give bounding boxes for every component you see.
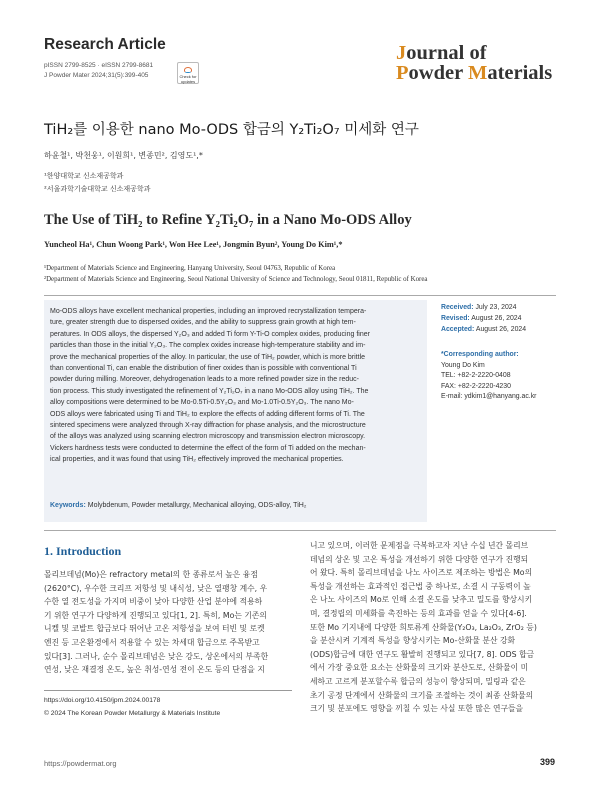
intro-right-line: 에서 가장 중요한 요소는 산화물의 크기와 분산도로, 산화물이 미 [310, 663, 529, 673]
abstract-line: sintered specimens were analyzed through X-ray diffraction for phase analysis, and the microstructure [50, 422, 366, 430]
footnote-divider [44, 690, 292, 691]
intro-right-line: 은 나노 사이즈의 Mo로 인해 소결 온도를 낮추고 밀도를 향상시키 [310, 595, 533, 605]
divider [44, 530, 556, 531]
intro-right-line: 며, 결정립의 미세화를 촉진하는 등의 효과를 얻을 수 있다[4-6]. [310, 608, 527, 618]
english-authors: Yuncheol Ha¹, Chun Woong Park¹, Won Hee Lee¹, Jongmin Byun², Young Do Kim¹,* [44, 240, 343, 249]
article-type-label: Research Article [44, 36, 166, 53]
abstract-line: ODS alloys were fabricated using Ti and TiH₂ to explore the effects of adding different forms of Ti. The [50, 410, 365, 418]
divider [44, 295, 556, 296]
intro-left-line: 있다[3]. 그러나, 순수 몰리브데넘은 낮은 강도, 상온에서의 부족한 [44, 651, 269, 661]
abstract-line: particles than those in the initial Y₂O₃. The complex oxides increase high-temperature stability and im- [50, 342, 366, 350]
intro-left-line: (2620°C), 우수한 크리프 저항성 및 내식성, 낮은 열팽창 계수, 우 [44, 583, 268, 593]
intro-left-line: 니켈 및 코발트 합금보다 뛰어난 고온 저항성을 보여 터빈 및 로켓 [44, 624, 265, 634]
abstract-line: of the alloys was analyzed using scanning electron microscopy and transmission electron microscopy. [50, 433, 366, 441]
accepted-date: Accepted: August 26, 2024 [441, 326, 527, 333]
abstract-line: Vickers hardness tests were conducted to determine the effect of the form of Ti added on the mechan- [50, 444, 366, 452]
check-for-updates-badge[interactable] [177, 62, 199, 84]
intro-left-line: 기 위한 연구가 다양하게 진행되고 있다[1, 2]. 특히, Mo는 기존의 [44, 610, 267, 620]
intro-left-line: 수한 열 전도성을 가지며 비중이 낮아 다양한 산업 분야에 적용하 [44, 597, 263, 607]
korean-affiliation-1: ¹한양대학교 신소재공학과 [44, 172, 124, 180]
crossmark-icon [184, 67, 192, 73]
abstract-line: powder during milling. Moreover, dehydrogenation leads to a more refined powder size in the reduc- [50, 376, 359, 384]
journal-meta [44, 61, 153, 81]
abstract-line: ture, greater strength due to dispersed oxides, and the ability to suppress grain growth at high tem- [50, 319, 356, 327]
intro-right-line: 니고 있으며, 이러한 문제점을 극복하고자 지난 수십 년간 몰리브 [310, 541, 529, 550]
site-url[interactable]: https://powdermat.org [44, 759, 117, 768]
abstract-line: tion process. This study investigated the refinement of Y₂Ti₂O₇ in a nano Mo-ODS alloy using TiH₂. The [50, 387, 369, 395]
korean-affiliation-2: ²서울과학기술대학교 신소재공학과 [44, 185, 151, 193]
intro-right-line: 세하고 고르게 분포할수록 합금의 성능이 향상되며, 밀링과 같은 [310, 676, 526, 686]
intro-left-line: 연성, 낮은 재결정 온도, 높은 취성-연성 전이 온도 등의 단점을 지 [44, 665, 265, 675]
journal-logo: Journal of Powder Materials [396, 42, 553, 84]
abstract-box [44, 300, 427, 522]
english-affiliation-2: ²Department of Materials Science and Engineering, Seoul National University of Science and Technology, Seoul 01811, Republic of Korea [44, 276, 428, 283]
intro-right-line: 특성을 개선하는 효과적인 접근법 중 하나로, 소결 시 구동력이 높 [310, 581, 531, 591]
intro-right-line: 크기 및 분포에도 영향을 끼칠 수 있는 사실 또한 많은 연구들을 [310, 704, 524, 714]
abstract-line: peratures. In ODS alloys, the dispersed Y₂O₃ and added Ti form Y-Ti-O complex oxides, producing finer [50, 330, 370, 338]
abstract-text [50, 306, 421, 466]
copyright: © 2024 The Korean Powder Metallurgy & Materials Institute [44, 710, 221, 717]
keywords-list: Molybdenum, Powder metallurgy, Mechanical alloying, ODS-alloy, TiH₂ [87, 502, 307, 509]
keywords [50, 502, 307, 509]
received-date: Received: July 23, 2024 [441, 304, 517, 311]
citation: J Powder Mater 2024;31(5):399-405 [44, 72, 149, 79]
abstract-line: than conventional Ti, can enable the distribution of finer oxides than is possible with conventional Ti [50, 365, 357, 373]
intro-right-line: (ODS)합금에 대한 연구도 활발히 진행되고 있다[7, 8]. ODS 합금 [310, 649, 535, 659]
english-title: The Use of TiH₂ to Refine Y₂Ti₂O₇ in a Nano Mo-ODS Alloy [44, 212, 412, 228]
intro-right-column [310, 539, 558, 716]
abstract-line: Mo-ODS alloys have excellent mechanical properties, including an improved recrystallization tempera- [50, 308, 367, 315]
keywords-label: Keywords: [50, 502, 86, 509]
intro-right-line: 을 분산시켜 기계적 특성을 향상시키는 Mo-산화물 분산 강화 [310, 636, 516, 646]
intro-left-line: 엔진 등 고온환경에서 적용할 수 있는 차세대 합금으로 주목받고 [44, 637, 260, 647]
intro-left-column [44, 568, 292, 677]
intro-right-line: 데넘의 상온 및 고온 특성을 개선하기 위한 다양한 연구가 진행되 [310, 554, 529, 564]
issn: pISSN 2799-8525 · eISSN 2799-8681 [44, 62, 154, 69]
email-link[interactable]: E-mail: ydkim1@hanyang.ac.kr [441, 393, 537, 401]
doi-link[interactable]: https://doi.org/10.4150/jpm.2024.00178 [44, 697, 161, 704]
corresponding-author: *Corresponding author: Young Do Kim TEL: +82-2-2220-0408 FAX: +82-2-2220-4230 E-mail: ydkim1@hanyang.ac.kr [441, 350, 536, 403]
intro-right-line: 어 왔다. 특히 몰리브데넘을 나노 사이즈로 제조하는 방법은 Mo의 [310, 568, 533, 578]
intro-right-line: 초기 공정 단계에서 산화물의 크기를 조절하는 것이 최종 산화물의 [310, 690, 534, 700]
revised-date: Revised: August 26, 2024 [441, 315, 522, 322]
korean-authors: 하윤철¹, 박천웅¹, 이원희¹, 변종민², 김영도¹,* [44, 151, 203, 160]
korean-title: TiH₂를 이용한 nano Mo-ODS 합금의 Y₂Ti₂O₇ 미세화 연구 [44, 122, 419, 138]
intro-right-line: 또한 Mo 기지내에 다양한 희토류계 산화물(Y₂O₃, La₂O₃, ZrO₂ 등) [310, 622, 537, 632]
intro-left-line: 몰리브데넘(Mo)은 refractory metal의 한 종류로서 높은 융점 [44, 570, 258, 579]
abstract-line: alloy compositions were determined to be Mo-0.5Ti-0.5Y₂O₃ and Mo-1.0Ti-0.5Y₂O₃. The nano Mo- [50, 399, 354, 407]
page-number: 399 [540, 757, 556, 767]
section-heading-introduction: 1. Introduction [44, 544, 122, 558]
english-affiliation-1: ¹Department of Materials Science and Engineering, Hanyang University, Seoul 04763, Republic of Korea [44, 265, 336, 272]
abstract-line: prove the mechanical properties of the alloy. In particular, the use of TiH₂ powder, which is more brittle [50, 353, 366, 361]
abstract-line: ical properties, and it was found that using TiH₂ effectively improved the mechanical properties. [50, 456, 344, 464]
check-badge-label: Check for updates [179, 74, 197, 84]
